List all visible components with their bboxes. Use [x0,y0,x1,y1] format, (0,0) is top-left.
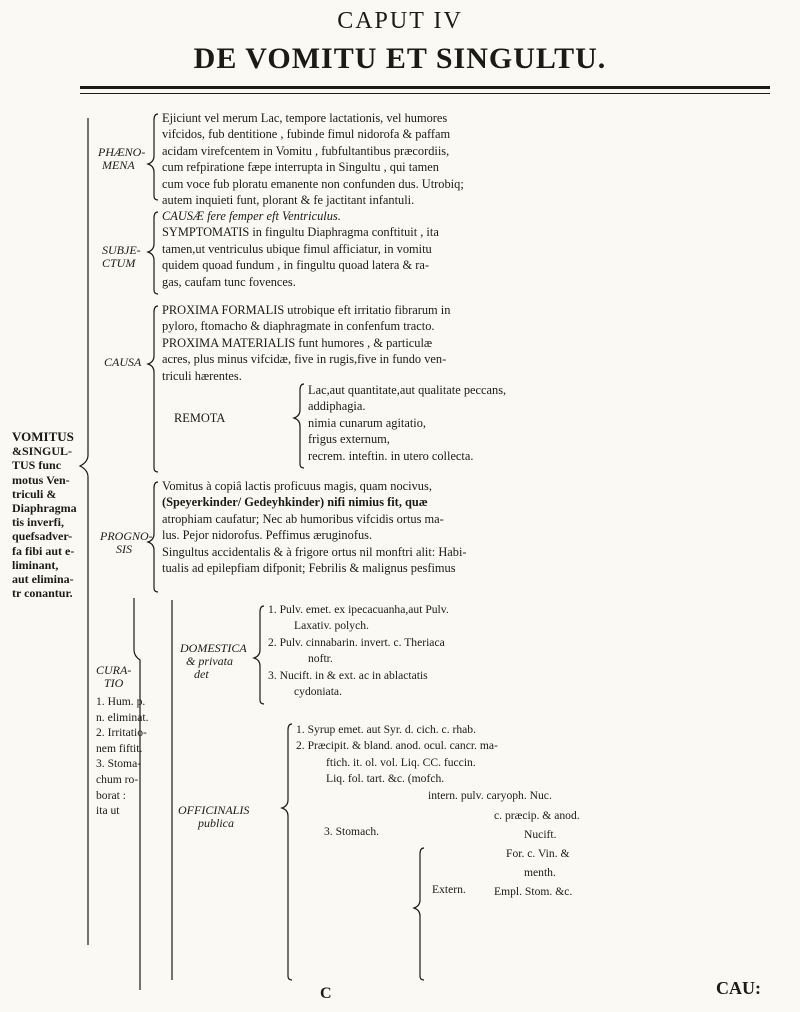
section-label-subjectum: SUBJE- CTUM [102,243,141,270]
section-label-curatio: CURA- TIO [96,663,132,690]
curatio-step: ita ut [96,804,120,818]
chapter-heading: CAPUT IV [337,8,463,34]
section-label-prognosis: PROGNO- SIS [100,529,153,556]
text-line: cum refpiratione fæpe interrupta in Singultu , qui tamen [162,160,439,175]
curatio-step: borat : [96,788,126,802]
margin-line: fa fibi aut e- [12,543,75,558]
margin-line: quefsadver- [12,529,73,544]
causa-text [162,302,450,384]
text-line: pyloro, ftomacho & diaphragmate in confenfum tracto. [162,319,435,334]
text-line: acidam virefcentem in Vomitu , fubfultantibus præcordiis, [162,143,450,158]
prognosis-text [162,478,467,576]
text-line: CAUSÆ fere femper eft Ventriculus. [162,209,341,223]
remota-item: Lac,aut quantitate,aut qualitate peccans, [308,383,507,397]
remedy-item: noftr. [308,652,333,666]
text-line: Vomitus à copiâ lactis proficuus magis, quam nocivus, [162,479,432,493]
page-title: DE VOMITU ET SINGULTU. [193,42,607,75]
curatio-step: 3. Stoma- [96,757,142,771]
curatio-step: 2. Irritatio- [96,726,147,740]
margin-line: VOMITUS [12,429,74,444]
margin-line: TUS func [12,458,62,473]
section-label-phaenomena: PHÆNO- MENA [98,145,146,172]
remedy-item: Empl. Stom. &c. [494,885,573,898]
text-line: quidem quoad fundum , in fingultu quoad latera & ra- [162,258,430,273]
remedy-item: Laxativ. polych. [294,619,369,633]
remota-list [308,382,506,464]
curatio-step: nem fiftit. [96,741,143,755]
officinalis-list [296,722,498,788]
text-line: atrophiam caufatur; Nec ab humoribus vifcidis ortus ma- [162,511,444,526]
margin-note [12,430,77,600]
domestica-label: DOMESTICA & privata det [180,641,247,681]
curatio-step: n. eliminat. [96,710,149,724]
remedy-item: For. c. Vin. & [506,847,570,860]
margin-line: &SINGUL- [12,444,73,459]
remedy-item: 3. Nucift. in & ext. ac in ablactatis [268,668,428,682]
text-line: lus. Pejor nidorofus. Peffimus æruginofus. [162,528,373,543]
margin-line: tr conantur. [12,586,73,601]
text-line: tualis ad epilepfiam difponit; Febrilis & malignus pesfimus [162,561,456,576]
subjectum-text [162,208,439,290]
margin-line: liminant, [12,557,59,572]
officinalis-internal [428,788,552,804]
text-line: tamen,ut ventriculus ubique fimul afficiatur, in vomitu [162,241,432,256]
text-line: (Speyerkinder/ Gedeyhkinder) nifi nimius fit, quæ [162,495,428,510]
curatio-steps [96,694,148,819]
remedy-item: c. præcip. & anod. [494,809,580,822]
curatio-step: chum ro- [96,772,139,786]
signature-mark: C [320,985,332,1002]
remedy-item: 1. Syrup emet. aut Syr. d. cich. c. rhab. [296,723,476,736]
remedy-item: 2. Præcipit. & bland. anod. ocul. cancr. ma- [296,739,498,753]
header-rule-thick [80,86,770,89]
text-line: Singultus accidentalis & à frigore ortus nil monftri alit: Habi- [162,544,467,559]
remota-item: recrem. inteftin. in utero collecta. [308,448,474,463]
text-line: acres, plus minus vifcidæ, five in rugis,five in fundo ven- [162,352,447,367]
remota-item: nimia cunarum agitatio, [308,415,427,430]
text-line: triculi hærentes. [162,368,242,383]
text-line: vifcidos, fub dentitione , fubinde fimul nidorofa & paffam [162,127,451,142]
curatio-step: 1. Hum. p. [96,695,146,708]
margin-line: aut elimina- [12,572,74,587]
remedy-item: cydoniata. [294,685,342,699]
remedy-item: ftich. it. ol. vol. Liq. CC. fuccin. [326,755,476,769]
text-line: autem inquieti funt, plorant & fe jactitant infantuli. [162,193,415,208]
text-line: PROXIMA MATERIALIS funt humores , & particulæ [162,335,433,350]
section-label-causa: CAUSA [104,355,142,369]
domestica-list [268,602,449,700]
margin-line: motus Ven- [12,472,70,487]
remedy-item: intern. pulv. caryoph. Nuc. [428,789,552,802]
remota-label: REMOTA [174,411,226,425]
officinalis-label: OFFICINALIS publica [178,803,250,830]
text-line: PROXIMA FORMALIS utrobique eft irritatio fibrarum in [162,303,451,317]
header-rule-thin [80,93,770,94]
text-line: SYMPTOMATIS in fingultu Diaphragma conftituit , ita [162,225,439,240]
remedy-item: menth. [524,866,556,879]
margin-line: tis inverfi, [12,515,64,530]
catchword: CAU: [716,978,761,998]
remota-item: addiphagia. [308,399,366,414]
remota-item: frigus externum, [308,432,390,447]
stomach-label: 3. Stomach. [324,825,380,838]
remedy-item: 2. Pulv. cinnabarin. invert. c. Theriaca [268,635,445,649]
margin-line: triculi & [12,486,57,501]
phaenomena-text [162,110,464,208]
text-line: gas, caufam tunc fovences. [162,274,296,289]
text-line: cum voce fub ploratu emanente non confunden dus. Utrobiq; [162,176,464,191]
text-line: Ejiciunt vel merum Lac, tempore lactationis, vel humores [162,111,448,125]
remedy-item: Nucift. [524,828,557,841]
margin-line: Diaphragma [12,501,77,516]
remedy-item: 1. Pulv. emet. ex ipecacuanha,aut Pulv. [268,603,449,616]
extern-label: Extern. [432,883,466,896]
remedy-item: Liq. fol. tart. &c. (mofch. [326,772,445,786]
